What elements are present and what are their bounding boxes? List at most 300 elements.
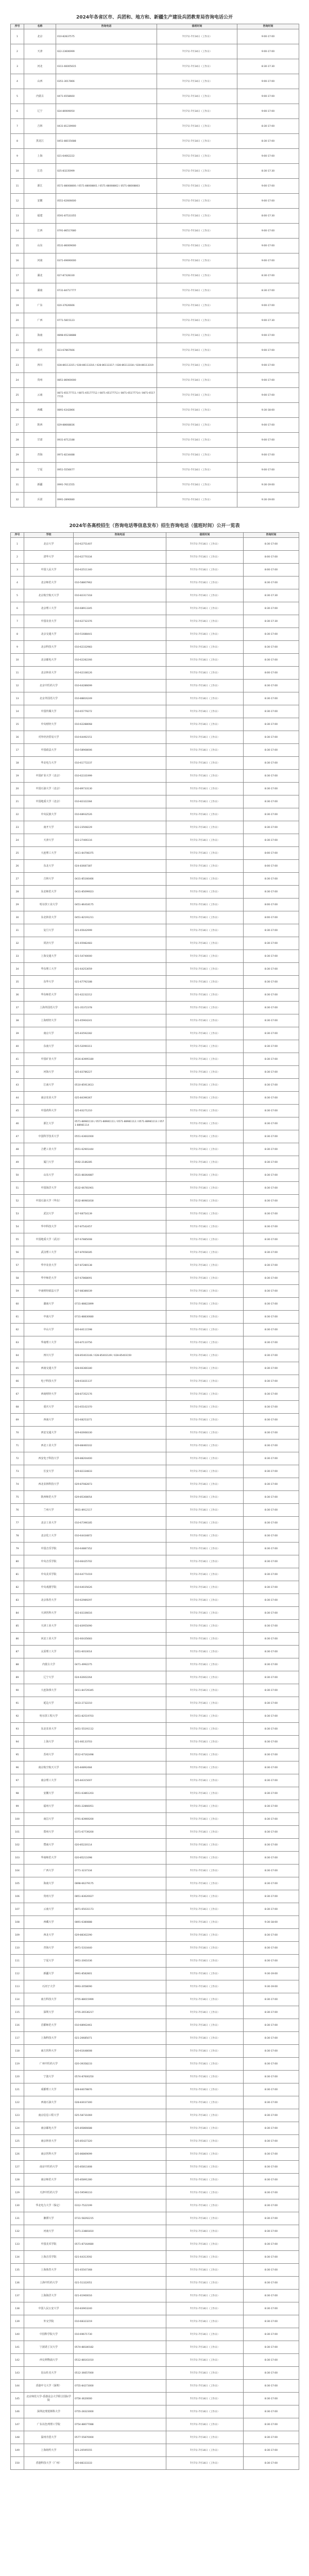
row-name: 西北工业大学 [24,1439,74,1452]
row-phone: 0431-85166466 [74,873,166,886]
row-number: 121 [11,2083,24,2096]
table-row [11,2431,299,2444]
row-hours: 8:30-17:00 [244,1903,299,1916]
row-number: 104 [11,1865,24,1877]
table-row [11,1092,299,1105]
row-duty: 7月7日-7月14日（工作日） [166,2174,244,2187]
row-duty: 7月7日-7月14日（工作日） [166,1929,244,1942]
row-duty: 7月7日-7月14日（工作日） [166,1916,244,1929]
row-phone: 022-27406116 [74,834,166,847]
row-number: 36 [11,989,24,1002]
row-duty: 7月7日-7月14日（工作日） [166,924,244,937]
row-duty: 7月7日-7月14日（工作日） [157,44,237,59]
row-duty: 7月7日-7月14日（工作日） [166,1053,244,1066]
table-row [11,1208,299,1221]
row-hours: 8:30-17:00 [244,1272,299,1285]
table-row [11,1272,299,1285]
table-row [11,343,299,358]
table1-header-duty: 值班时间 [157,24,237,29]
document-page [10,0,299,2470]
table-row [11,1890,299,1903]
row-phone: 010-62989297 [74,1594,166,1607]
table-row [11,2096,299,2109]
row-duty: 7月7日-7月14日（工作日） [166,989,244,1002]
row-hours: 8:30-17:00 [244,2109,299,2122]
row-hours: 8:30-17:00 [244,2161,299,2174]
row-duty: 7月7日-7月14日（工作日） [166,1646,244,1658]
row-duty: 7月7日-7月14日（工作日） [166,705,244,718]
row-hours: 8:30-17:00 [244,2393,299,2405]
table-row [11,705,299,718]
row-number: 10 [11,164,24,179]
row-name: 辽宁 [24,104,56,119]
table-row [11,1233,299,1246]
row-duty: 7月7日-7月14日（工作日） [166,2161,244,2174]
row-name: 华中师范大学 [24,1272,74,1285]
row-phone: 025-85811808 [74,2161,166,2174]
row-number: 17 [11,744,24,757]
row-duty: 7月7日-7月14日（工作日） [166,2418,244,2431]
table-row [11,2354,299,2367]
row-phone: 010-64035626 [74,1581,166,1594]
row-hours: 8:00-17:30 [237,209,299,224]
row-number: 68 [11,1401,24,1414]
row-duty: 7月7日-7月14日（工作日） [166,1478,244,1491]
row-number: 70 [11,1427,24,1439]
row-duty: 7月7日-7月14日（工作日） [166,1105,244,1117]
row-number: 19 [11,770,24,783]
row-hours: 8:30-17:00 [244,1130,299,1143]
row-hours: 8:30-17:00 [237,268,299,283]
row-duty: 7月7日-7月14日（工作日） [166,1182,244,1195]
row-phone: 0371-67739200 [74,1826,166,1839]
row-number: 122 [11,2096,24,2109]
row-phone: 0351-3017866 [56,74,157,89]
row-phone: 023-67867666 [56,343,157,358]
table-row [11,2032,299,2045]
row-hours: 8:30-17:00 [244,1336,299,1349]
row-phone: 0771-3237334 [74,1865,166,1877]
row-phone: 023-65102370 [74,1401,166,1414]
row-hours: 8:30-17:00 [244,1066,299,1079]
row-phone: 021-65904241 [74,1014,166,1027]
row-hours: 8:30-17:00 [244,654,299,667]
row-number: 100 [11,1813,24,1826]
row-hours: 8:30-17:00 [244,1865,299,1877]
row-number: 52 [11,1195,24,1208]
row-hours: 9:30-19:00 [244,1980,299,1993]
row-phone: 0871-65177711 / 0871-65177712 / 0871-65177713 / 0871-65177714 / 0871-65177715 [56,388,157,403]
row-name: 西安交通大学 [24,1427,74,1439]
row-name: 湘潭大学 [24,2212,74,2225]
row-number: 6 [11,104,24,119]
row-number: 45 [11,1105,24,1117]
row-phone: 0898-66279175 [74,1877,166,1890]
table-row [11,1388,299,1401]
row-name: 湖北 [24,268,56,283]
row-name: 南方科技大学 [24,1993,74,2006]
row-phone: 029-82668330 [74,1427,166,1439]
row-duty: 7月7日-7月14日（工作日） [157,89,237,104]
row-duty: 7月7日-7月14日（工作日） [166,589,244,602]
row-duty: 7月7日-7月14日（工作日） [166,1375,244,1388]
row-duty: 7月7日-7月14日（工作日） [166,1942,244,1955]
row-name: 中央戏剧学院 [24,1581,74,1594]
row-name: 江西 [24,224,56,239]
row-hours: 8:30-17:00 [244,1208,299,1221]
row-phone: 010-58807962 [74,577,166,589]
row-name: 中国石油大学（北京） [24,783,74,795]
row-phone: 0755-84273000 [74,2380,166,2393]
row-name: 厦门大学 [24,1156,74,1169]
row-hours: 8:30-17:00 [244,808,299,821]
row-name: 天津医科大学 [24,1607,74,1620]
table-row [11,1646,299,1658]
table-row [11,628,299,641]
row-hours: 8:30-17:00 [244,2135,299,2148]
row-hours: 9:00-17:00 [237,448,299,463]
table-row [11,718,299,731]
row-number: 148 [11,2431,24,2444]
row-hours: 8:30-17:00 [244,2444,299,2457]
row-hours: 8:30-17:00 [244,1079,299,1092]
row-number: 135 [11,2264,24,2277]
row-phone: 0755-88015999 [74,1993,166,2006]
row-duty: 7月7日-7月14日（工作日） [166,1890,244,1903]
table-row [11,1530,299,1543]
row-duty: 7月7日-7月14日（工作日） [166,1543,244,1555]
row-number: 117 [11,2032,24,2045]
row-duty: 7月7日-7月14日（工作日） [157,283,237,298]
row-name: 北京化工大学 [24,1530,74,1543]
row-hours: 9:00-17:00 [237,418,299,433]
row-number: 59 [11,1285,24,1298]
row-phone: 028-84078876 [74,2083,166,2096]
row-name: 安徽大学 [24,1787,74,1800]
row-phone: 029-88460102 [74,1439,166,1452]
table-row [11,2418,299,2431]
row-name: 上海海洋大学 [24,2290,74,2302]
row-phone: 010-64492151 [74,731,166,744]
row-phone: 021-66133703 [74,1736,166,1749]
row-name: 华南师范大学 [24,1852,74,1865]
row-phone: 028-86113315 / 028-86113316 / 028-86113317 / 028-86113318 / 028-86113319 [56,358,157,373]
table-row [11,1852,299,1865]
row-hours: 9:00-17:00 [237,463,299,478]
row-duty: 7月7日-7月14日（工作日） [166,680,244,692]
row-hours: 8:30-17:00 [244,950,299,963]
row-phone: 0451-82519703 [74,1710,166,1723]
row-name: 华北电力大学（保定） [24,2199,74,2212]
table-row [11,1774,299,1787]
table-row [11,1439,299,1452]
table-row [11,2405,299,2418]
row-phone: 0891-6380888 [74,1916,166,1929]
table-row [11,2341,299,2354]
row-duty: 7月7日-7月14日（工作日） [166,628,244,641]
table-row [11,1787,299,1800]
row-number: 63 [11,1336,24,1349]
table-row [11,2045,299,2058]
row-name: 电子科技大学 [24,1375,74,1388]
row-phone: 0592-2186285 [74,1156,166,1169]
row-hours: 8:30-17:00 [244,886,299,899]
row-duty: 7月7日-7月14日（工作日） [166,2277,244,2290]
row-name: 北京 [24,29,56,44]
row-duty: 7月7日-7月14日（工作日） [166,2457,244,2470]
row-number: 1 [11,29,24,44]
row-number: 29 [11,899,24,911]
row-number: 126 [11,2148,24,2161]
table-row [11,2187,299,2199]
row-name: 新疆 [24,478,56,493]
row-number: 103 [11,1852,24,1865]
row-phone: 028-66366180 [74,1362,166,1375]
row-phone: 010-68323219 [74,2315,166,2328]
table-row [11,1749,299,1761]
row-hours: 9:00-17:00 [237,343,299,358]
row-name: 北京邮电大学 [24,654,74,667]
row-number: 47 [11,1130,24,1143]
row-number: 75 [11,1491,24,1504]
row-number: 85 [11,1620,24,1633]
row-number: 38 [11,1014,24,1027]
row-number: 96 [11,1761,24,1774]
row-number: 27 [11,418,24,433]
row-name: 天津工业大学 [24,1620,74,1633]
table-row [11,2225,299,2238]
row-hours: 9:30-19:00 [237,478,299,493]
row-duty: 7月7日-7月14日（工作日） [157,328,237,343]
row-hours: 9:00-17:00 [237,253,299,268]
row-phone: 027-87328330 [56,268,157,283]
table-row [11,847,299,860]
table2-header-hours: 咨询时间 [244,533,299,538]
table2-title: 2024年各高校招生（咨询电话等信息发布）招生咨询电话（值班时间）公开一览表 [69,523,240,529]
row-hours: 8:30-17:00 [244,1787,299,1800]
table-row [11,1053,299,1066]
row-number: 49 [11,1156,24,1169]
row-hours: 8:30-17:00 [244,1014,299,1027]
row-hours: 8:30-17:00 [244,1581,299,1594]
row-hours: 8:00-17:00 [244,911,299,924]
row-hours: 8:30-17:00 [244,924,299,937]
row-phone: 010-68902461 [74,2019,166,2032]
table-row [11,2302,299,2315]
table-row [11,463,299,478]
row-number: 97 [11,1774,24,1787]
table-row [11,2135,299,2148]
table-row [11,2264,299,2277]
row-name: 中央民族大学 [24,808,74,821]
row-name: 青海 [24,448,56,463]
row-duty: 7月7日-7月14日（工作日） [157,179,237,194]
row-duty: 7月7日-7月14日（工作日） [166,1298,244,1311]
row-duty: 7月7日-7月14日（工作日） [166,1130,244,1143]
row-hours: 8:00-17:00 [244,899,299,911]
row-phone: 010-61772237 [74,757,166,770]
table-row [11,950,299,963]
table-row [11,2380,299,2393]
row-hours: 8:30-17:00 [244,1646,299,1658]
row-phone: 028-83037300 [74,2096,166,2109]
row-duty: 7月7日-7月14日（工作日） [166,1633,244,1646]
table-row [11,2238,299,2251]
row-number: 21 [11,328,24,343]
row-number: 8 [11,134,24,149]
row-duty: 7月7日-7月14日（工作日） [166,1607,244,1620]
row-number: 22 [11,343,24,358]
row-number: 3 [11,564,24,577]
row-name: 香港科技大学（广州） [24,2457,74,2470]
row-number: 109 [11,1929,24,1942]
row-name: 首都师范大学 [24,2019,74,2032]
row-duty: 7月7日-7月14日（工作日） [157,418,237,433]
table-row [11,1491,299,1504]
row-phone: 0531-86009000 [56,239,157,253]
row-name: 大连理工大学 [24,847,74,860]
row-hours: 8:30-17:00 [237,119,299,134]
row-duty: 7月7日-7月14日（工作日） [166,1156,244,1169]
row-name: 福建 [24,209,56,224]
row-duty: 7月7日-7月14日（工作日） [166,1336,244,1349]
row-duty: 7月7日-7月14日（工作日） [166,899,244,911]
row-number: 102 [11,1839,24,1852]
row-hours: 8:30-17:00 [244,1710,299,1723]
row-hours: 8:30-17:00 [244,2341,299,2354]
row-hours: 8:30-17:00 [244,2148,299,2161]
row-number: 134 [11,2251,24,2264]
row-phone: 010-89733130 [74,783,166,795]
row-duty: 7月7日-7月14日（工作日） [166,1955,244,1968]
row-phone: 010-62751407 [74,538,166,551]
table-row [11,1697,299,1710]
row-hours: 8:30-17:00 [244,1117,299,1130]
row-duty: 7月7日-7月14日（工作日） [166,1568,244,1581]
row-phone: 0312-7522199 [74,2199,166,2212]
table-row [11,963,299,976]
row-name: 哈尔滨工程大学 [24,1710,74,1723]
row-number: 137 [11,2290,24,2302]
row-number: 23 [11,358,24,373]
row-number: 11 [11,179,24,194]
row-number: 140 [11,2328,24,2341]
row-number: 107 [11,1903,24,1916]
row-name: 中国人民公安大学 [24,2302,74,2315]
row-hours: 8:30-17:00 [244,783,299,795]
row-phone: 0532-86981818 [74,1195,166,1208]
row-hours: 8:30-17:00 [244,1774,299,1787]
row-hours: 9:00-17:00 [237,149,299,164]
row-number: 26 [11,403,24,418]
table-row [11,418,299,433]
table1-header-no: 序号 [11,24,24,29]
row-phone: 010-64887352 [74,1543,166,1555]
row-number: 146 [11,2405,24,2418]
row-number: 93 [11,1723,24,1736]
row-duty: 7月7日-7月14日（工作日） [166,667,244,680]
row-name: 浙江 [24,179,56,194]
row-number: 78 [11,1530,24,1543]
row-duty: 7月7日-7月14日（工作日） [166,937,244,950]
row-phone: 0371-69690000 [56,253,157,268]
row-name: 四川 [24,358,56,373]
row-hours: 8:30-17:00 [244,1555,299,1568]
row-hours: 8:30-17:00 [244,1671,299,1684]
row-name: 南京农业大学 [24,1092,74,1105]
row-phone: 0551-63602000 [74,1130,166,1143]
row-phone: 025-84315007 [74,1774,166,1787]
row-phone: 0411-84708375 [74,847,166,860]
table-row [11,388,299,403]
row-phone: 024-83687387 [74,860,166,873]
row-hours: 8:30-17:00 [244,1633,299,1646]
table-row [11,1336,299,1349]
row-hours: 8:30-17:00 [244,2174,299,2187]
row-name: 陕西师范大学 [24,1491,74,1504]
row-number: 130 [11,2199,24,2212]
row-hours: 9:00-17:00 [237,74,299,89]
table-row [11,2199,299,2212]
row-number: 32 [11,937,24,950]
row-number: 89 [11,1671,24,1684]
row-number: 120 [11,2071,24,2083]
row-phone: 0451-86418175 [74,899,166,911]
row-name: 中国矿业大学 [24,1053,74,1066]
row-name: 河北工业大学 [24,1633,74,1646]
table-row [11,834,299,847]
row-duty: 7月7日-7月14日（工作日） [166,1865,244,1877]
row-name: 贵州 [24,373,56,388]
row-name: 南京师范大学 [24,2174,74,2187]
row-phone: 024-86909050 [56,104,157,119]
row-number: 69 [11,1414,24,1427]
row-name: 上海纽约大学 [24,2444,74,2457]
row-phone: 0551-63861203 [74,1787,166,1800]
row-hours: 8:30-17:00 [244,2251,299,2264]
row-duty: 7月7日-7月14日（工作日） [166,1169,244,1182]
row-hours: 8:30-17:00 [244,2187,299,2199]
row-duty: 7月7日-7月14日（工作日） [166,2187,244,2199]
table-row [11,164,299,179]
row-duty: 7月7日-7月14日（工作日） [166,2225,244,2238]
row-duty: 7月7日-7月14日（工作日） [157,224,237,239]
table-row [11,1195,299,1208]
row-hours: 8:30-17:00 [244,705,299,718]
table-row [11,2083,299,2096]
row-phone: 010-62511340 [74,564,166,577]
row-name: 宁夏 [24,463,56,478]
row-name: 中国音乐学院 [24,1543,74,1555]
row-hours: 8:30-17:00 [244,1955,299,1968]
table-row [11,1955,299,1968]
table-row [11,134,299,149]
row-name: 中国科学院大学 [24,2328,74,2341]
row-hours: 8:30-17:00 [244,1233,299,1246]
row-number: 110 [11,1942,24,1955]
table-row [11,1221,299,1233]
row-phone: 020-61648008 [74,2045,166,2058]
row-phone: 010-88816249 [74,692,166,705]
row-name: 上海科技大学 [24,2032,74,2045]
row-phone: 010-62332983 [74,641,166,654]
row-name: 华中农业大学 [24,1259,74,1272]
row-number: 144 [11,2380,24,2393]
table-row [11,1581,299,1594]
row-hours: 8:30-17:00 [244,2354,299,2367]
row-phone: 0571-88008800 / 0571-88008801 / 0571-88008802 / 0571-88008803 [56,179,157,194]
row-duty: 7月7日-7月14日（工作日） [166,950,244,963]
